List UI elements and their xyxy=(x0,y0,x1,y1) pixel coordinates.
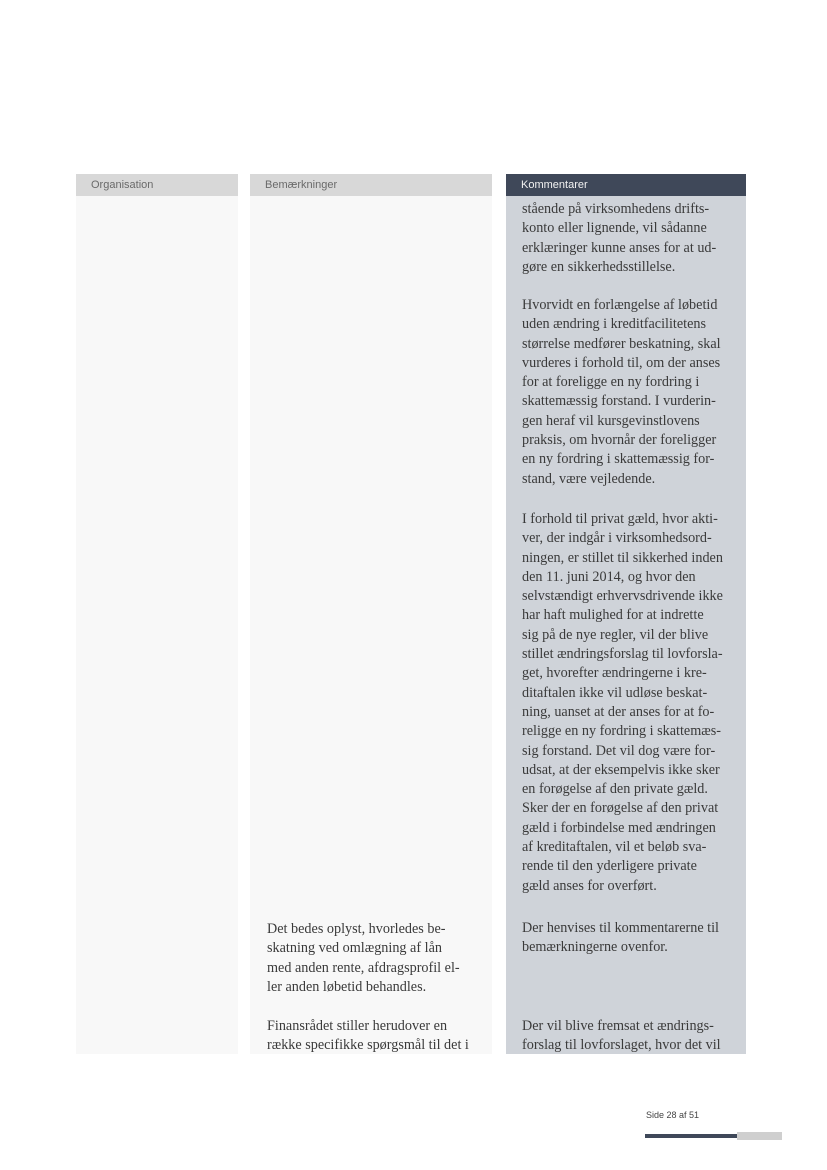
text-line: gæld anses for overført. xyxy=(522,877,657,894)
bemaerkninger-cell xyxy=(250,196,492,1054)
organisation-cell xyxy=(76,196,238,1054)
kommentarer-column xyxy=(506,174,746,1054)
text-line: for at foreligge en ny fordring i xyxy=(522,374,700,391)
bemaerkning-paragraph xyxy=(267,920,482,997)
text-line: gøre en sikkerhedsstillelse. xyxy=(522,258,676,275)
text-line: Der henvises til kommentarerne til xyxy=(522,920,719,936)
text-line: Det bedes oplyst, hvorledes be- xyxy=(267,921,446,937)
kommentarer-header: Kommentarer xyxy=(506,174,746,196)
text-line: uden ændring i kreditfaciliteten​s xyxy=(522,316,706,333)
kommentar-paragraph xyxy=(522,296,738,489)
text-line: en ny fordring i skattemæssig for- xyxy=(522,451,715,468)
text-line: gæld i forbindelse med ændringen xyxy=(522,819,716,836)
text-line: række specifikke spørgsmål til det i xyxy=(267,1037,469,1054)
text-line: skattemæssig forstand. I vurderin- xyxy=(522,393,716,410)
text-line: Sker der en forøgelse af den privat xyxy=(522,800,719,817)
text-line: stand, være vejledende. xyxy=(522,470,656,487)
footer-bar-light xyxy=(737,1132,782,1140)
text-line: get, hvorefter ændringerne i kre- xyxy=(522,665,707,682)
text-line: skatning ved omlægning af lån xyxy=(267,940,442,957)
organisation-column xyxy=(76,174,238,1054)
bemaerkning-paragraph xyxy=(267,1017,482,1056)
text-line: en forøgelse af den private gæld. xyxy=(522,781,708,798)
text-line: udsat, at der eksempelvis ikke sker xyxy=(522,761,720,778)
text-line: sig forstand. Det vil dog være for- xyxy=(522,742,716,759)
text-line: Hvorvidt en forlængelse af løbetid xyxy=(522,297,718,313)
text-line: I forhold til privat gæld, hvor akti- xyxy=(522,511,718,527)
bemaerkninger-column xyxy=(250,174,492,1054)
text-line: konto eller lignende, vil sådanne xyxy=(522,220,707,237)
text-line: ditaftalen ikke vil udløse beskat- xyxy=(522,684,708,701)
kommentarer-cell xyxy=(506,196,746,1054)
footer-bar-dark xyxy=(645,1134,737,1138)
text-line: ning, uanset at der anses for at fo- xyxy=(522,703,715,720)
text-line: bemærkningerne ovenfor. xyxy=(522,939,668,956)
text-line: gen heraf vil kursgevinstlovens xyxy=(522,412,700,429)
text-line: Der vil blive fremsat et ændrings- xyxy=(522,1018,714,1034)
kommentar-paragraph xyxy=(522,510,738,896)
text-line: religge en ny fordring i skattemæs- xyxy=(522,723,721,740)
kommentar-paragraph xyxy=(522,200,738,277)
text-line: erklæringer kunne anses for at ud- xyxy=(522,239,717,256)
text-line: sig på de nye regler, vil der blive xyxy=(522,626,709,643)
text-line: praksis, om hvornår der foreligger xyxy=(522,432,717,449)
text-line: rende til den yderligere private xyxy=(522,858,697,875)
text-line: ver, der indgår i virksomhedsord- xyxy=(522,530,712,547)
text-line: ler anden løbetid behandles. xyxy=(267,978,427,995)
text-line: med anden rente, afdragsprofil el- xyxy=(267,959,460,976)
bemaerkninger-header: Bemærkninger xyxy=(250,174,492,196)
kommentar-paragraph xyxy=(522,1017,738,1056)
text-line: Finansrådet stiller herudover en xyxy=(267,1018,448,1034)
text-line: har haft mulighed for at indrette xyxy=(522,607,704,624)
text-line: stående på virksomhedens drifts- xyxy=(522,201,710,217)
text-line: selvstændigt erhvervsdrivende ikke xyxy=(522,588,723,605)
page-number: Side 28 af 51 xyxy=(646,1110,700,1120)
text-line: ningen, er stillet til sikkerhed inden xyxy=(522,549,723,566)
text-line: den 11. juni 2014, og hvor den xyxy=(522,568,696,585)
kommentar-paragraph xyxy=(522,919,738,958)
text-line: forslag til lovforslaget, hvor det vil xyxy=(522,1037,721,1054)
organisation-header: Organisation xyxy=(76,174,238,196)
text-line: størrelse medfører beskatning, skal xyxy=(522,335,721,352)
text-line: stillet ændringsforslag til lovforsla- xyxy=(522,646,723,663)
text-line: vurderes i forhold til, om der anses xyxy=(522,354,721,371)
text-line: af kreditaftalen, vil et beløb sva- xyxy=(522,839,707,856)
